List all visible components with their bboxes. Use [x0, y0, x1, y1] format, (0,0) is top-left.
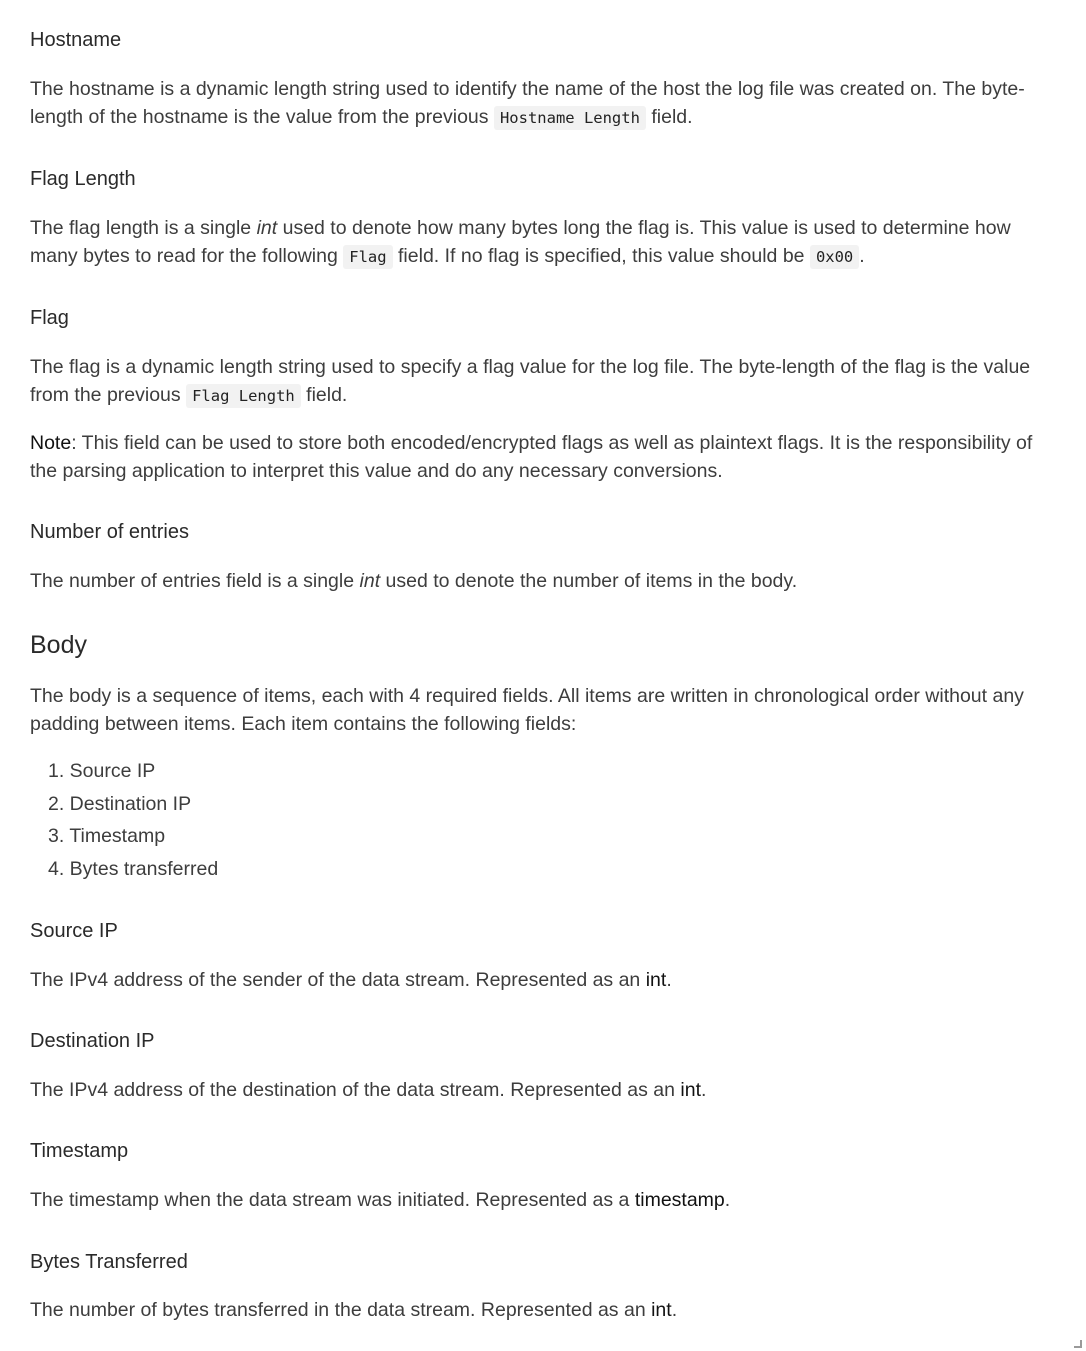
list-item: 2. Destination IP [48, 792, 192, 815]
section-heading-destination-ip: Destination IP [30, 1030, 155, 1052]
section-heading-hostname: Hostname [30, 29, 122, 51]
section-heading-body: Body [30, 631, 87, 659]
section-heading-timestamp: Timestamp [30, 1140, 129, 1162]
body-fields-list [30, 755, 218, 885]
list-item: 4. Bytes transferred [48, 857, 219, 880]
flag-note: Note: This field can be used to store both encoded/encrypted flags as well as plaintext flags. It is the responsibility of the parsing application to interpret this value and do any necessary conversions. [30, 432, 1033, 482]
section-heading-flag: Flag [30, 307, 69, 329]
number-of-entries-description: The number of entries field is a single int used to denote the number of items in the body. [30, 570, 798, 592]
list-item: 3. Timestamp [48, 825, 166, 847]
inline-code: Flag Length [186, 384, 301, 408]
section-heading-bytes-transferred: Bytes Transferred [30, 1251, 188, 1273]
timestamp-description: The timestamp when the data stream was initiated. Represented as a timestamp. [30, 1189, 731, 1211]
section-heading-source-ip: Source IP [30, 920, 118, 942]
note-label: Note [30, 432, 72, 454]
source-ip-description: The IPv4 address of the sender of the data stream. Represented as an int. [30, 969, 672, 991]
destination-ip-description: The IPv4 address of the destination of the data stream. Represented as an int. [30, 1079, 707, 1101]
inline-code: Flag [343, 245, 392, 269]
inline-code: Hostname Length [494, 106, 646, 130]
list-item: 1. Source IP [48, 760, 156, 782]
flag-length-description: The flag length is a single int used to denote how many bytes long the flag is. This value is used to determine how many bytes to read for the following Flag field. If no flag is specified, this value should be 0x00 . [30, 217, 1011, 267]
section-heading-number-of-entries: Number of entries [30, 521, 189, 543]
inline-code: 0x00 [810, 245, 859, 269]
section-heading-flag-length: Flag Length [30, 168, 136, 190]
resize-grip-icon[interactable] [1074, 1340, 1082, 1348]
hostname-description: The hostname is a dynamic length string used to identify the name of the host the log file was created on. The byte-length of the hostname is the value from the previous Hostname Length field. [30, 78, 1025, 128]
bytes-transferred-description: The number of bytes transferred in the data stream. Represented as an int. [30, 1299, 678, 1321]
flag-description: The flag is a dynamic length string used to specify a flag value for the log file. The byte-length of the flag is the value from the previous Flag Length field. [30, 356, 1031, 406]
body-description: The body is a sequence of items, each with 4 required fields. All items are written in chronological order without any padding between items. Each item contains the following fields: [30, 685, 1024, 735]
